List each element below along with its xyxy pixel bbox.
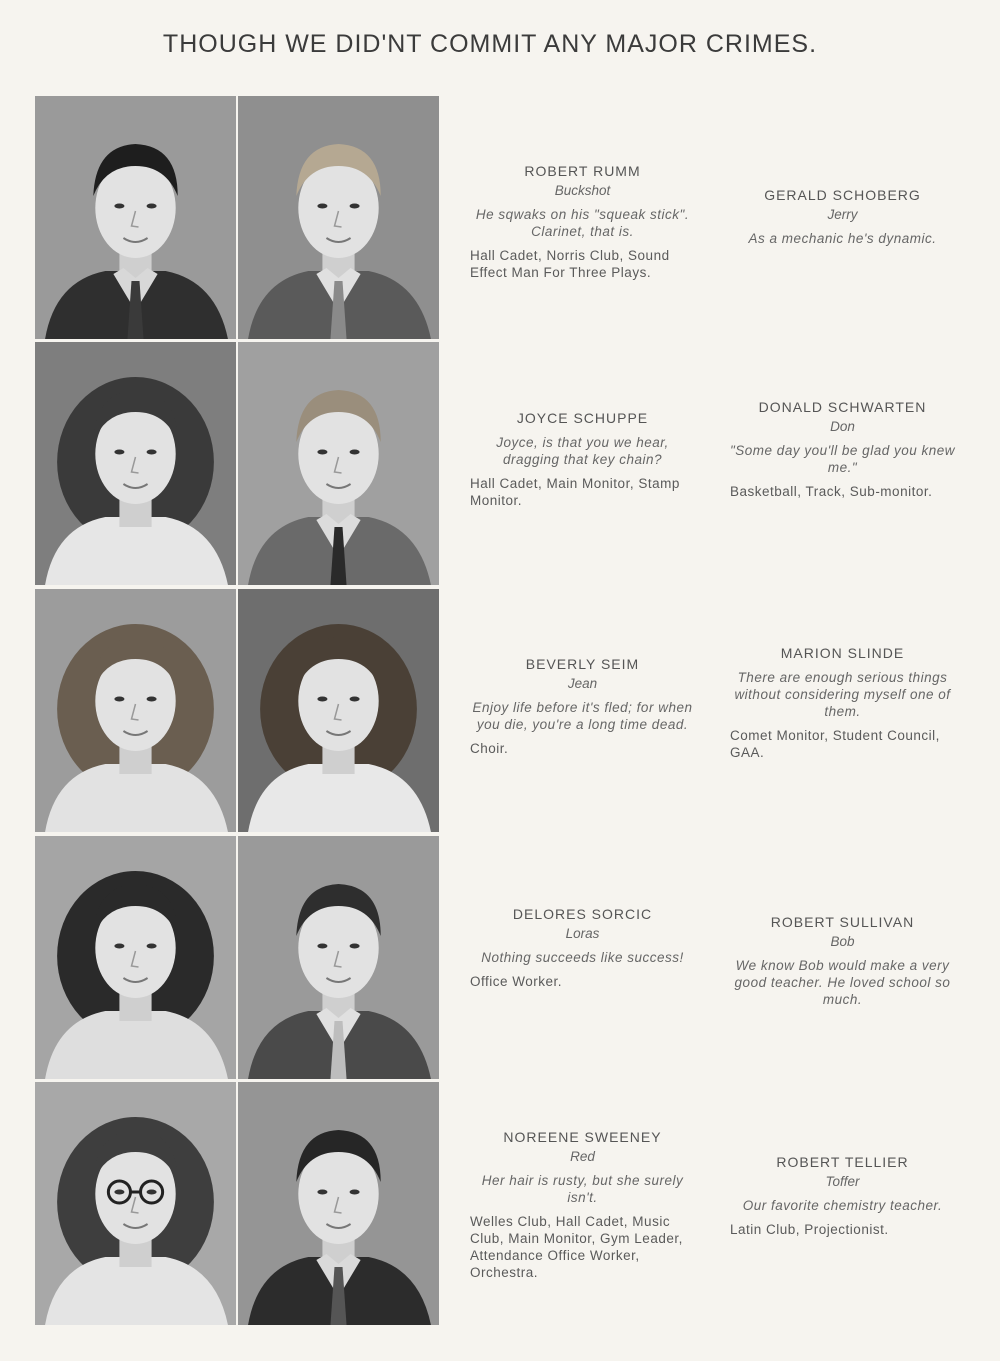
student-nickname: Don [830,419,855,434]
student-entry [730,187,955,247]
student-quote: Her hair is rusty, but she surely isn't. [481,1173,684,1205]
student-name: ROBERT TELLIER [776,1154,909,1170]
student-portrait [35,96,236,339]
student-nickname: Red [570,1149,595,1164]
student-activities: Comet Monitor, Student Council, GAA. [730,728,940,760]
student-entry [470,906,695,990]
student-entry [730,1154,955,1238]
student-activities: Hall Cadet, Norris Club, Sound Effect Man For Three Plays. [470,248,670,280]
student-quote: Nothing succeeds like success! [481,950,684,965]
student-nickname: Jean [567,676,598,691]
page-title: THOUGH WE DID'NT COMMIT ANY MAJOR CRIMES. [162,30,818,58]
student-activities: Choir. [470,741,509,756]
student-activities: Basketball, Track, Sub-monitor. [730,484,933,499]
student-quote: There are enough serious things without considering myself one of them. [734,670,951,719]
student-name: MARION SLINDE [780,645,905,661]
student-entry [470,163,695,281]
student-portrait [238,1082,439,1325]
student-name: GERALD SCHOBERG [764,187,921,203]
student-activities: Office Worker. [470,974,563,989]
student-entry [730,914,955,1008]
student-entry [730,399,955,500]
student-name: ROBERT SULLIVAN [770,914,915,930]
student-nickname: Jerry [827,207,858,222]
student-entry [470,1129,695,1281]
student-quote: "Some day you'll be glad you knew me." [730,443,955,475]
student-activities: Hall Cadet, Main Monitor, Stamp Monitor. [470,476,680,508]
student-name: JOYCE SCHUPPE [516,410,649,426]
student-activities: Latin Club, Projectionist. [730,1222,889,1237]
student-entry [730,645,955,761]
student-nickname: Toffer [825,1174,860,1189]
student-portrait [238,589,439,832]
student-name: BEVERLY SEIM [525,656,640,672]
student-name: DONALD SCHWARTEN [758,399,927,415]
student-portrait [35,1082,236,1325]
student-nickname: Buckshot [554,183,611,198]
student-portrait [35,589,236,832]
student-portrait [35,342,236,585]
student-nickname: Loras [565,926,600,941]
student-portrait [238,342,439,585]
student-nickname: Bob [830,934,855,949]
student-portrait [238,836,439,1079]
student-quote: As a mechanic he's dynamic. [748,231,937,246]
student-quote: He sqwaks on his "squeak stick". Clarinet, that is. [475,207,690,239]
student-name: ROBERT RUMM [524,163,641,179]
student-name: NOREENE SWEENEY [503,1129,662,1145]
student-activities: Welles Club, Hall Cadet, Music Club, Main Monitor, Gym Leader, Attendance Office Worker, Orchestra. [470,1214,683,1280]
student-quote: We know Bob would make a very good teacher. He loved school so much. [734,958,951,1007]
student-entry [470,410,695,509]
student-entry [470,656,695,757]
student-name: DELORES SORCIC [512,906,653,922]
student-portrait [35,836,236,1079]
student-portrait [238,96,439,339]
student-quote: Enjoy life before it's fled; for when you die, you're a long time dead. [472,700,693,732]
student-quote: Our favorite chemistry teacher. [742,1198,943,1213]
student-quote: Joyce, is that you we hear, dragging that key chain? [496,435,669,467]
